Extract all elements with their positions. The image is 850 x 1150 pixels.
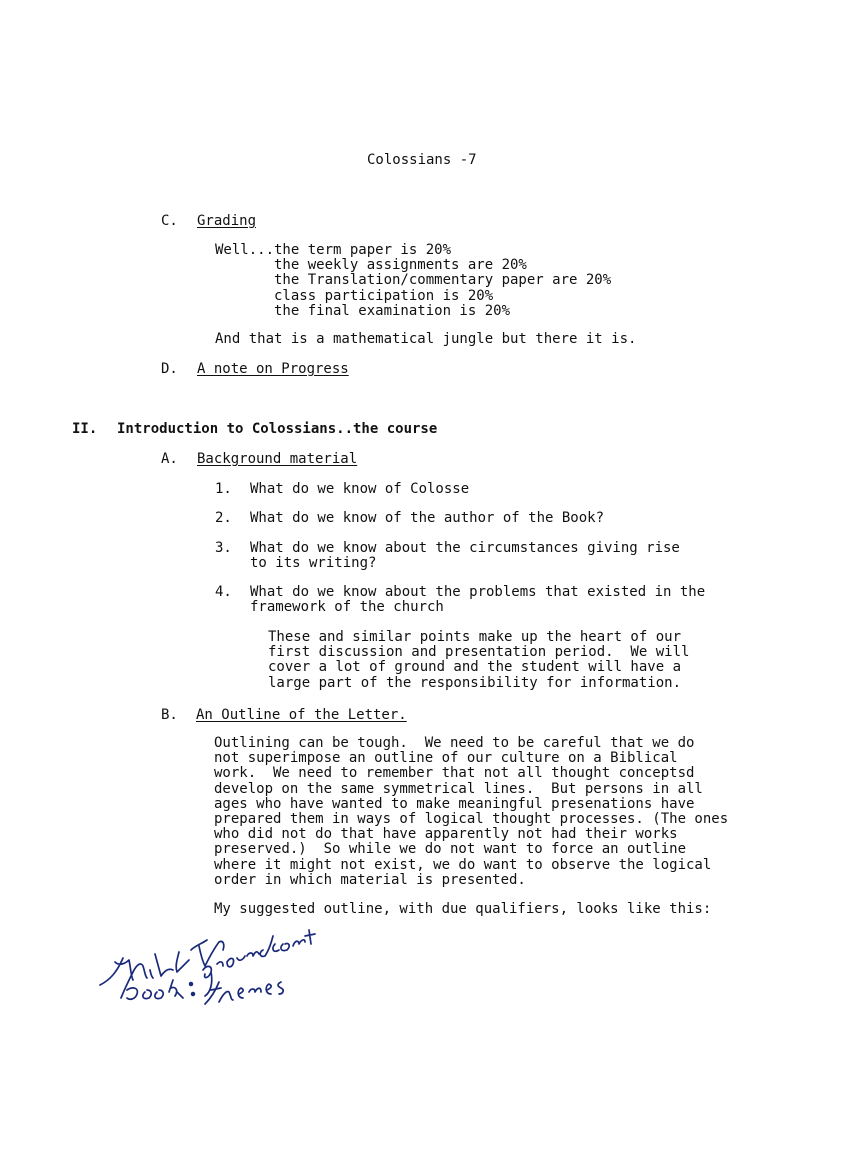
list-item xyxy=(250,541,680,571)
section-title: Introduction to Colossians..the course xyxy=(117,421,438,437)
list-item: What do we know of the author of the Book? xyxy=(250,510,605,526)
paragraph-line: not superimpose an outline of our culture on a Biblical xyxy=(214,750,678,767)
grading-letter: C. xyxy=(161,213,178,229)
list-item-line: What do we know about the problems that existed in the xyxy=(250,584,706,600)
paragraph-line: who did not do that have apparently not had their works xyxy=(214,826,678,843)
grading-line: Well...the term paper is 20% xyxy=(215,242,452,258)
grading-line: the weekly assignments are 20% xyxy=(215,257,527,274)
handwritten-annotation xyxy=(95,900,325,1010)
paragraph-line: develop on the same symmetrical lines. But persons in all xyxy=(214,780,703,797)
paragraph-line: order in which material is presented. xyxy=(214,871,526,888)
outline-letter: B. xyxy=(161,707,178,723)
list-item-line: What do we know about the circumstances giving rise xyxy=(250,540,680,556)
grading-closing: And that is a mathematical jungle but there it is. xyxy=(215,331,637,347)
paragraph-line: preserved.) So while we do not want to force an outline xyxy=(214,841,687,858)
list-item-number: 1. xyxy=(215,481,232,497)
background-note xyxy=(268,630,689,691)
outline-paragraph xyxy=(214,736,728,888)
section-numeral: II. xyxy=(72,421,98,437)
progress-letter: D. xyxy=(161,361,178,377)
outline-heading: An Outline of the Letter. xyxy=(196,707,407,723)
list-item-line: framework of the church xyxy=(250,599,444,616)
note-line: cover a lot of ground and the student will have a xyxy=(268,659,682,676)
list-item-number: 3. xyxy=(215,540,232,556)
list-item-number: 4. xyxy=(215,584,232,600)
note-line: These and similar points make up the heart of our xyxy=(268,629,682,645)
suggested-outline-line: My suggested outline, with due qualifiers, looks like this: xyxy=(214,901,712,917)
grading-line: the Translation/commentary paper are 20% xyxy=(215,272,612,289)
grading-list xyxy=(215,243,611,319)
paragraph-line: where it might not exist, we do want to observe the logical xyxy=(214,856,712,873)
note-line: large part of the responsibility for information. xyxy=(268,674,682,691)
grading-line: class participation is 20% xyxy=(215,287,494,304)
background-letter: A. xyxy=(161,451,178,467)
progress-heading: A note on Progress xyxy=(197,361,349,377)
background-heading: Background material xyxy=(197,451,358,467)
paragraph-line: prepared them in ways of logical thought processes. (The ones xyxy=(214,811,729,828)
grading-line: the final examination is 20% xyxy=(215,302,511,319)
list-item xyxy=(250,585,705,615)
grading-heading: Grading xyxy=(197,213,257,229)
paragraph-line: work. We need to remember that not all thought conceptsd xyxy=(214,765,695,782)
list-item-number: 2. xyxy=(215,510,232,526)
paragraph-line: Outlining can be tough. We need to be careful that we do xyxy=(214,735,695,751)
page-header: Colossians -7 xyxy=(367,152,477,168)
paragraph-line: ages who have wanted to make meaningful presenations have xyxy=(214,795,695,812)
list-item-line: to its writing? xyxy=(250,555,377,572)
note-line: first discussion and presentation period. We will xyxy=(268,644,690,661)
list-item: What do we know of Colosse xyxy=(250,481,470,497)
